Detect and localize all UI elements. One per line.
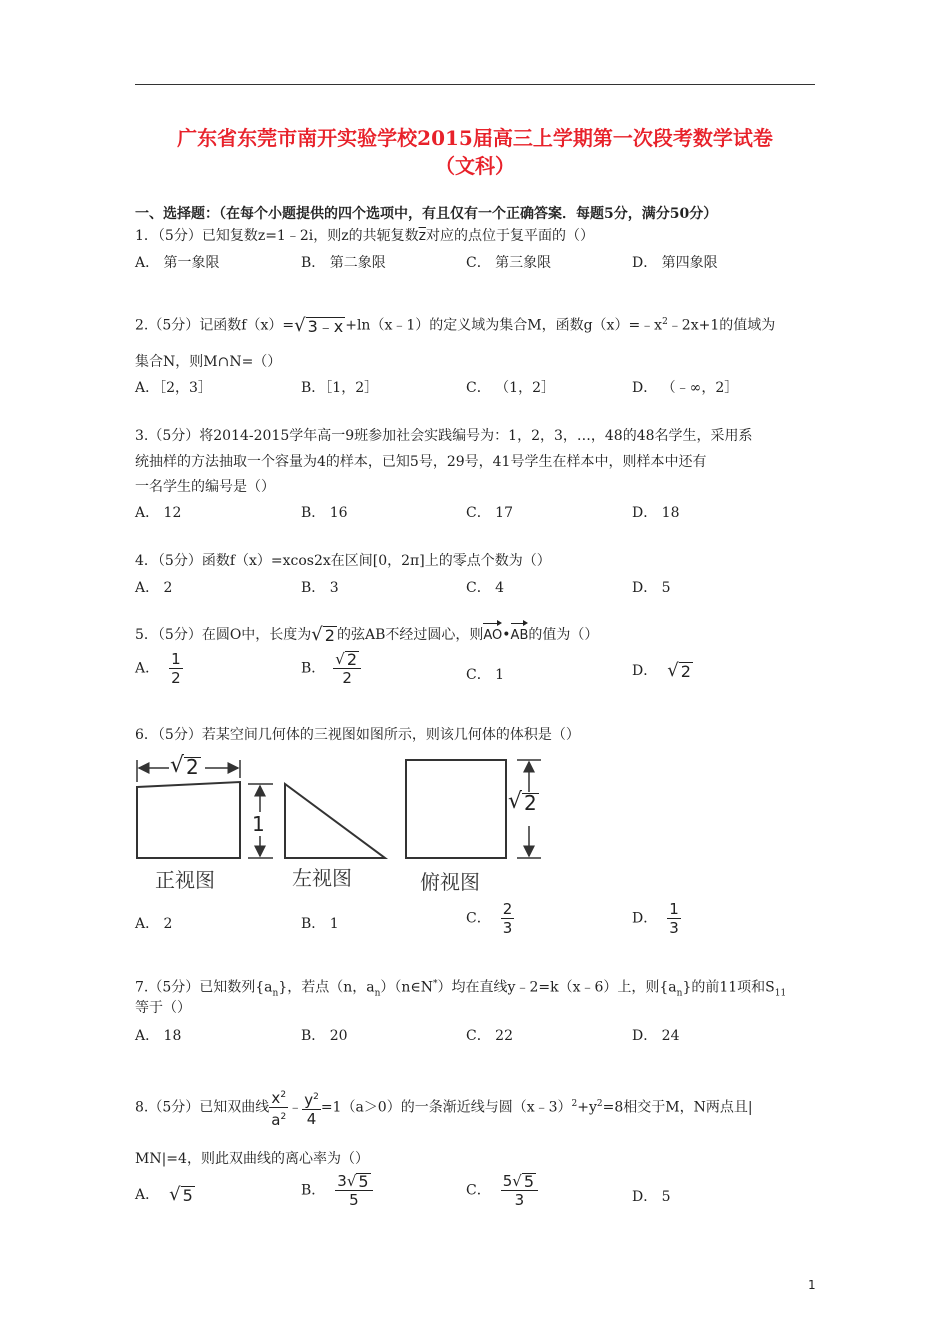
label-left-view: 左视图 [292,866,352,890]
dim-top-sqrt2: √ 2 [170,753,199,779]
q5-option-d: D． √ 2 [632,660,691,681]
top-rule [135,84,815,85]
q5-option-c: C． 1 [466,667,505,683]
q3-option-a: A． 12 [135,505,182,521]
q2-option-c: C． （1，2］ [466,380,555,396]
q4-option-a: A． 2 [135,580,173,596]
q1-option-d: D． 第四象限 [632,255,718,271]
q1-option-b: B． 第二象限 [301,255,386,271]
question-6: 6．（5分）若某空间几何体的三视图如图所示，则该几何体的体积是（） [135,727,580,743]
fraction-y2-4: $\frac{y^2}{4}$ [302,1088,321,1128]
q6-option-c: C． $\frac{2}{3}$ [466,900,513,937]
question-2: 2.（5分）记函数f（x）= √ 3﹣x +ln（x﹣1）的定义域为集合M，函数$g(x)=﹣x^2﹣2x+1$的值域为 [135,314,776,336]
q4-option-b: B． 3 [301,580,339,596]
q8-option-b: B． 3 √ 5 5 [301,1172,373,1209]
vector-ab: AB [511,622,529,646]
q8-option-a: A． √ 5 [135,1184,193,1205]
q8-option-c: C． 5 √ 5 3 [466,1172,538,1209]
label-top-view: 俯视图 [420,870,480,894]
question-7: 7.（5分）已知数列$\{a_n\}$，若点（n，$a_n)(n\in N^*)$均在直线y﹣2=k（x﹣6）上，则$\{a_n\}$的前11项和$S_{11}$ [135,979,787,999]
left-view [285,784,385,858]
page-number: 1 [808,1278,816,1292]
q4-option-c: C． 4 [466,580,505,596]
question-8: 8.（5分）已知双曲线 $\frac{x^2}{a^2}$ ﹣ $\frac{y^2}{4}$ =1（a＞0）的一条渐近线与圆$(x﹣3)^2+y^2=8$相交于M，N两点且| [135,1086,753,1129]
q6-option-b: B． 1 [301,916,339,932]
front-view [137,760,273,858]
q7-option-b: B． 20 [301,1028,348,1044]
q3-option-c: C． 17 [466,505,513,521]
sqrt-expr: √ 3﹣x [294,314,344,336]
question-7-line2: 等于（） [135,1000,191,1016]
q3-option-d: D． 18 [632,505,680,521]
question-3-line2: 统抽样的方法抽取一个容量为4的样本，已知5号，29号，41号学生在样本中，则样本中还有 [135,454,707,470]
dim-side-sqrt2: √ 2 [508,789,537,815]
label-front-view: 正视图 [155,868,215,892]
question-8-line2: MN|=4，则此双曲线的离心率为（） [135,1151,369,1167]
question-3-line3: 一名学生的编号是（） [135,479,275,495]
fraction-x2-a2: $\frac{x^2}{a^2}$ [269,1086,288,1129]
q2-option-d: D． （﹣∞，2］ [632,380,739,396]
question-5: 5．（5分）在圆O中，长度为 √ 2 的弦AB不经过圆心，则AO•AB的值为（） [135,624,599,645]
q1-option-c: C． 第三象限 [466,255,552,271]
q5-option-b: B． √ 2 2 [301,650,361,687]
q8-option-d: D． 5 [632,1189,671,1205]
q7-option-a: A． 18 [135,1028,182,1044]
paper-subtitle: （文科） [435,154,515,178]
q7-option-c: C． 22 [466,1028,513,1044]
question-4: 4．（5分）函数f（x）=xcos2x在区间[0，2π]上的零点个数为（） [135,553,551,569]
q1-option-a: A． 第一象限 [135,255,220,271]
conjugate-z: $\overline{z}$ [418,228,426,244]
q2-option-a: A．［2，3］ [135,380,212,396]
paper-title: 广东省东莞市南开实验学校2015届高三上学期第一次段考数学试卷 [177,126,773,150]
q7-option-d: D． 24 [632,1028,680,1044]
q4-option-d: D． 5 [632,580,671,596]
q6-option-a: A． 2 [135,916,173,932]
q2-option-b: B．［1，2］ [301,380,379,396]
q5-option-a: A． $\frac{1}{2}$ [135,650,181,687]
vector-ao: AO [483,622,502,646]
q6-option-d: D． $\frac{1}{3}$ [632,900,679,937]
section-heading: 一、选择题：（在每个小题提供的四个选项中，有且仅有一个正确答案．每题5分，满分50分） [135,206,718,222]
question-2-line2: 集合N，则M∩N=（） [135,354,282,370]
q3-option-b: B． 16 [301,505,348,521]
dim-front-height: 1 [252,812,265,836]
question-3-line1: 3.（5分）将2014-2015学年高一9班参加社会实践编号为：1，2，3，…，48的48名学生，采用系 [135,428,753,444]
sqrt-2: √ 2 [311,624,335,645]
question-1: 1．（5分）已知复数z=1﹣2i，则z的共轭复数$\overline{z}$对应的点位于复平面的（） [135,228,594,244]
